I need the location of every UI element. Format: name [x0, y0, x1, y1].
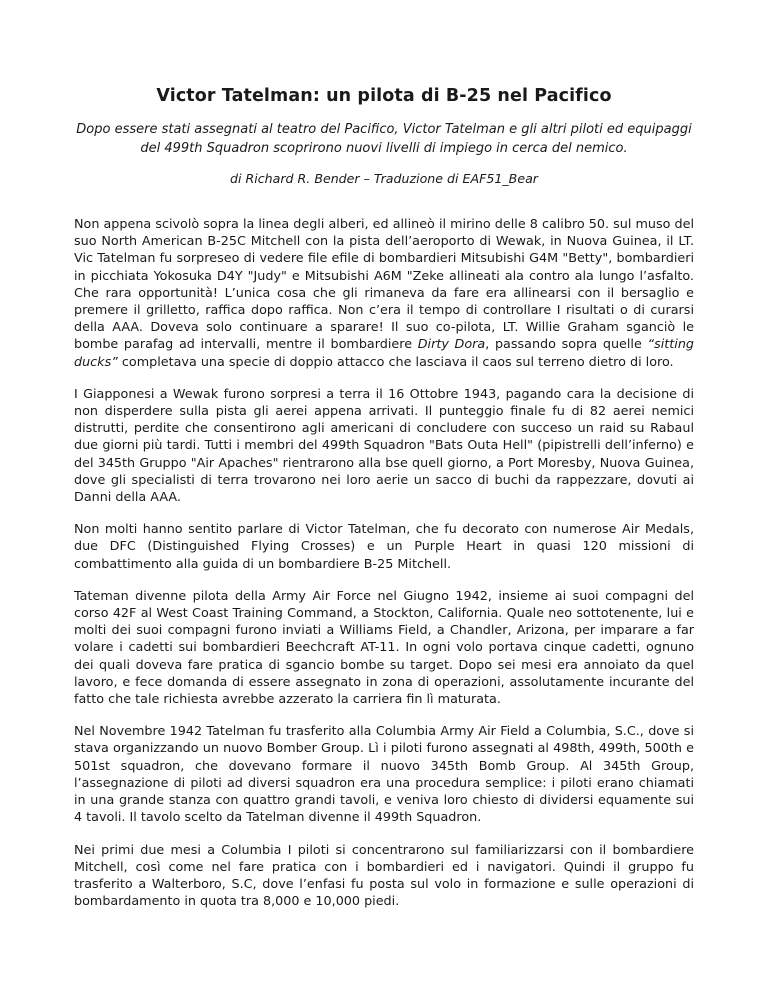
document-page — [74, 84, 694, 910]
paragraph-1-text-a: Non appena scivolò sopra la linea degli alberi, ed allineò il mirino delle 8 calibro 50. sul muso del suo North American B-25C Mitchell con la pista dell’aeroporto di Wewak, in Nuova Guinea, il LT. Vic Tatelman fu sorpreseo di vedere file efile di bombardieri Mitsubishi G4M "Betty", bombardieri in picchiata Yokosuka D4Y "Judy" e Mitsubishi A6M "Zeke allineati ala contro ala lungo l’asfalto. Che rara opportunità! L’unica cosa che gli rimaneva da fare era allinearsi con il bersaglio e premere il grilletto, raffica dopo raffica. Non c’era il tempo di controllare I risultati o di curarsi della AAA. Doveva solo continuare a sparare! Il suo co-pilota, LT. Willie Graham sganciò le bombe parafag ad intervalli, mentre il bombardiere — [74, 217, 694, 353]
paragraph-5: Nel Novembre 1942 Tatelman fu trasferito alla Columbia Army Air Field a Columbia, S.C., dove si stava organizzando un nuovo Bomber Group. Lì i piloti furono assegnati al 498th, 499th, 500th e 501st squadron, che dovevano formare il nuovo 345th Bomb Group. Al 345th Group, l’assegnazione di piloti ad diversi squadron era una procedura semplice: i piloti erano chiamati in una grande stanza con quattro grandi tavoli, e veniva loro chiesto di dividersi equamente sui 4 tavoli. Il tavolo scelto da Tatelman divenne il 499th Squadron. — [74, 724, 694, 826]
aircraft-name-dirty-dora: Dirty Dora — [417, 337, 486, 353]
paragraph-4: Tateman divenne pilota della Army Air Force nel Giugno 1942, insieme ai suoi compagni del corso 42F al West Coast Training Command, a Stockton, California. Quale neo sottotenente, lui e molti dei suoi compagni furono inviati a Williams Field, a Chandler, Arizona, per imparare a far volare i cadetti sui bombardieri Beechcraft AT-11. In ogni volo portava cinque cadetti, ognuno dei quali doveva fare pratica di sgancio bombe su target. Dopo sei mesi era annoiato da quel lavoro, e fece domanda di essere assegnato in zona di operazioni, assolutamente incurante del fatto che tale richiesta avrebbe azzerato la carriera fin lì maturata. — [74, 588, 694, 708]
paragraph-1-text-b: , passando sopra quelle — [485, 337, 648, 353]
phrase-sitting-ducks: “sitting ducks” — [74, 337, 695, 370]
paragraph-1 — [74, 216, 694, 371]
article-title: Victor Tatelman: un pilota di B-25 nel Pacifico — [156, 86, 612, 106]
paragraph-3: Non molti hanno sentito parlare di Victor Tatelman, che fu decorato con numerose Air Medals, due DFC (Distinguished Flying Crosses) e un Purple Heart in quasi 120 missioni di combattimento alla guida di un bombardiere B-25 Mitchell. — [74, 522, 694, 572]
article-subtitle: Dopo essere stati assegnati al teatro del Pacifico, Victor Tatelman e gli altri piloti ed equipaggi del 499th Squadron scoprirono nuovi livelli di impiego in cerca del nemico. — [76, 122, 692, 156]
article-byline: di Richard R. Bender – Traduzione di EAF51_Bear — [230, 171, 538, 186]
paragraph-1-text-c: completava una specie di doppio attacco che lasciava il caos sul terreno dietro di loro. — [117, 354, 674, 370]
paragraph-6: Nei primi due mesi a Columbia I piloti si concentrarono sul familiarizzarsi con il bombardiere Mitchell, così come nel fare pratica con i bombardieri ed i navigatori. Quindi il gruppo fu trasferito a Walterboro, S.C, dove l’enfasi fu posta sul volo in formazione e sulle operazioni di bombardamento in quota tra 8,000 e 10,000 piedi. — [74, 842, 694, 910]
article-body — [74, 216, 694, 910]
paragraph-2: I Giapponesi a Wewak furono sorpresi a terra il 16 Ottobre 1943, pagando cara la decisione di non disperdere sulla pista gli aerei appena arrivati. Il punteggio finale fu di 82 aerei nemici distrutti, perdite che consentirono agli americani di concludere con succeso un raid su Rabaul due giorni più tardi. Tutti i membri del 499th Squadron "Bats Outa Hell" (pipistrelli dell’inferno) e del 345th Gruppo "Air Apaches" rientrarono alla bse quell giorno, a Port Moresby, Nuova Guinea, dove gli specialisti di terra trovarono nei loro aerie un sacco di buchi da rappezzare, dovuti ai Danni della AAA. — [74, 386, 694, 506]
